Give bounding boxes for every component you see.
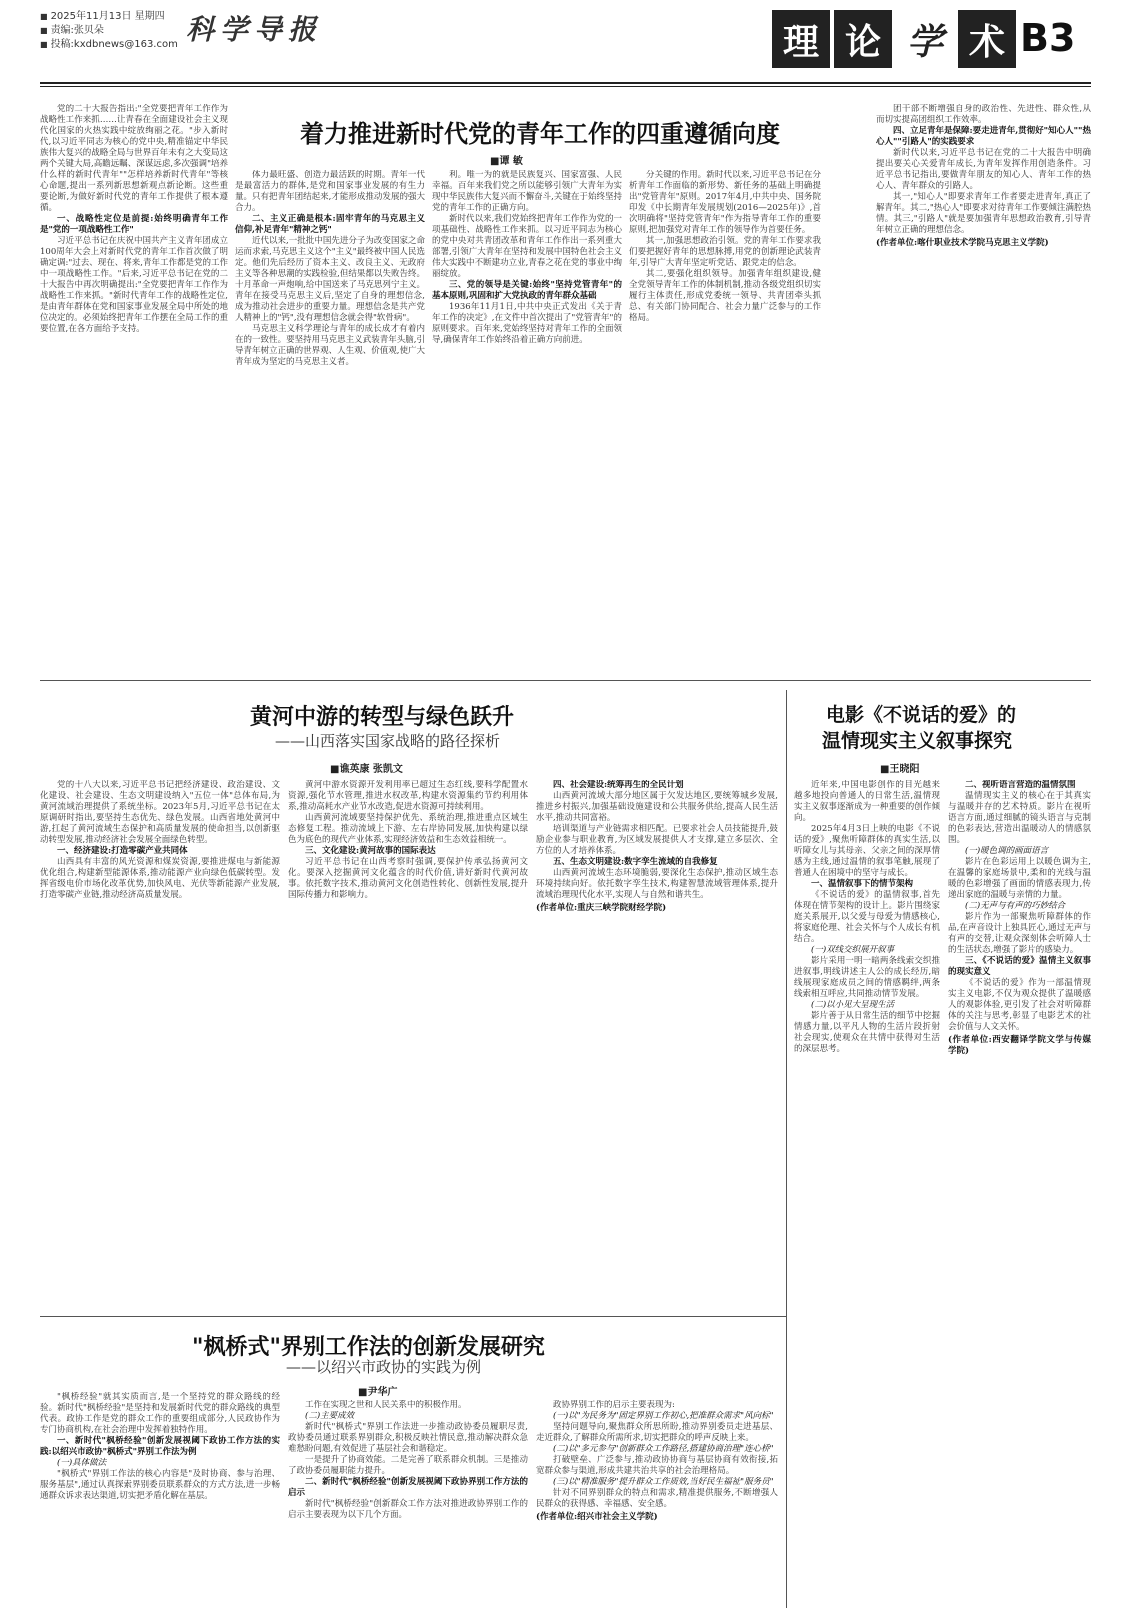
paragraph: 新时代"枫桥经验"创新群众工作方法对推进政协界别工作的启示主要表现为以下几个方面。 — [288, 1499, 528, 1520]
section-heading: 三、文化建设:黄河故事的国际表达 — [305, 846, 436, 856]
page-number: B3 — [1020, 16, 1076, 60]
paragraph: 山西黄河流域大部分地区属于欠发达地区,要统筹城乡发展,推进乡村振兴,加强基础设施建设和公共服务供给,提高人民生活水平,推动共同富裕。 — [536, 791, 778, 823]
author-affiliation: (作者单位:西安翻译学院文学与传媒学院) — [948, 1035, 1091, 1056]
section-heading: 四、立足青年是保障:要走进青年,贯彻好"知心人""热心人""引路人"的实践要求 — [876, 126, 1091, 147]
paragraph: 工作在实现之世和人民关系中的积极作用。 — [305, 1400, 467, 1410]
article-4-byline: ■ 尹华广 — [358, 1383, 397, 1398]
paragraph: 山西具有丰富的风光资源和煤炭资源,要推进煤电与新能源优化组合,构建新型能源体系,推动能源产业向绿色低碳转型。发挥省级电价市场化改革优势,加快风电、光伏等新能源产业发展,打造零碳产业链,推动经济高质量发展。 — [40, 857, 280, 900]
section-char-1: 理 — [772, 10, 830, 68]
paragraph: 政协界别工作的启示主要表现为: — [553, 1400, 675, 1410]
article-2-title: 黄河中游的转型与绿色跃升 — [250, 704, 515, 730]
submission-email: ■ 投稿:kxdbnews@163.com — [40, 38, 178, 52]
paragraph: 1936年11月1日,中共中央正式发出《关于青年工作的决定》,在文件中首次提出了"党管青年"的原则要求。百年来,党始终坚持对青年工作的全面领导,确保青年工作始终沿着正确方向前进。 — [432, 302, 622, 345]
author-affiliation: (作者单位:重庆三峡学院财经学院) — [536, 903, 667, 913]
section-divider — [40, 680, 1091, 681]
paragraph: "枫桥经验"就其实质而言,是一个坚持党的群众路线的经验。新时代"枫桥经验"是坚持和发展新时代党的群众路线的典型代表。政协工作是党的群众工作的重要组成部分,人民政协作为专门协商机构,在社会治理中发挥着独特作用。 — [40, 1392, 280, 1435]
masthead-rule — [40, 82, 1091, 84]
masthead-meta — [40, 10, 178, 52]
paragraph: 针对不同界别群众的特点和需求,精准提供服务,不断增强人民群众的获得感、幸福感、安全感。 — [536, 1488, 778, 1509]
paragraph: 分关键的作用。新时代以来,习近平总书记在分析青年工作面临的新形势、新任务的基础上明确提出"党管青年"原则。2017年4月,中共中央、国务院印发《中长期青年发展规划(2016—2025年)》,首次明确将"坚持党管青年"作为指导青年工作的重要原则,把加强党对青年工作的领导作为首要任务。 — [629, 170, 821, 235]
section-heading: 一、经济建设:打造零碳产业共同体 — [57, 846, 188, 856]
section-heading: (一)以"为民务为"固定界别工作初心,把准群众需求"风向标" — [553, 1411, 774, 1421]
paragraph: 其一,加强思想政治引领。党的青年工作要求我们要把握好青年的思想脉搏,用党的创新理论武装青年,引导广大青年坚定听党话、跟党走的信念。 — [629, 236, 821, 268]
section-heading: 一、温情叙事下的情节架构 — [811, 879, 914, 889]
article-2-col-1 — [40, 780, 280, 1308]
paragraph: 影片作为一部聚焦听障群体的作品,在声音设计上独具匠心,通过无声与有声的交替,让观众深刻体会听障人士的生活状态,增强了影片的感染力。 — [948, 912, 1091, 955]
section-heading: 一、战略性定位是前提:始终明确青年工作是"党的一项战略性工作" — [40, 214, 228, 235]
article-1-col-1 — [40, 104, 228, 664]
paragraph: 马克思主义科学理论与青年的成长成才有着内在的一致性。要坚持用马克思主义武装青年头脑,引导青年树立正确的世界观、人生观、价值观,使广大青年成为坚定的马克思主义者。 — [235, 324, 425, 367]
paragraph: 影片采用一明一暗两条线索交织推进叙事,明线讲述主人公的成长经历,暗线展现家庭成员之间的情感羁绊,两条线索相互呼应,共同推动情节发展。 — [794, 956, 940, 999]
paragraph: "枫桥式"界别工作法的核心内容是"及时协商、参与治理、服务基层",通过认真探索界别委员联系群众的方式方法,进一步畅通群众诉求表达渠道,切实把矛盾化解在基层。 — [40, 1469, 280, 1501]
article-1-col-5 — [876, 104, 1091, 672]
section-heading: (二)以"多元参与"创新群众工作路径,搭建协商治理"连心桥" — [553, 1444, 774, 1454]
paragraph: 坚持问题导向,聚焦群众所思所盼,推动界别委员走进基层、走近群众,了解群众所需所求,切实把群众的呼声反映上来。 — [536, 1422, 778, 1443]
paragraph: 温情现实主义的核心在于其真实与温暖并存的艺术特质。影片在视听语言方面,通过细腻的镜头语言与克制的色彩表达,营造出温暖动人的情感氛围。 — [948, 791, 1091, 845]
article-4-title: "枫桥式"界别工作法的创新发展研究 — [192, 1334, 545, 1360]
paragraph: 山西黄河流域生态环境脆弱,要深化生态保护,推动区域生态环境持续向好。依托数字孪生技术,构建智慧流域管理体系,提升流域治理现代化水平,实现人与自然和谐共生。 — [536, 868, 778, 900]
article-1-title: 着力推进新时代党的青年工作的四重遵循向度 — [300, 119, 780, 148]
section-heading: 二、主义正确是根本:固牢青年的马克思主义信仰,补足青年"精神之钙" — [235, 214, 425, 235]
paragraph: 利。唯一为的就是民族复兴、国家富强、人民幸福。百年来我们党之所以能够引领广大青年为实现中华民族伟大复兴而不懈奋斗,关键在于始终坚持党的青年工作的正确方向。 — [432, 170, 622, 213]
issue-date: ■ 2025年11月13日 星期四 — [40, 10, 178, 24]
column-rule — [786, 690, 787, 1608]
paragraph: 其二,要强化组织领导。加强青年组织建设,健全党领导青年工作的体制机制,推动各级党组织切实履行主体责任,形成党委统一领导、共青团牵头抓总、有关部门协同配合、社会力量广泛参与的工作格局。 — [629, 269, 821, 323]
section-heading: 三、《不说话的爱》温情主义叙事的现实意义 — [948, 956, 1091, 977]
paragraph: 影片在色彩运用上以暖色调为主,在温馨的家庭场景中,柔和的光线与温暖的色彩增强了画面的情感表现力,传递出家庭的温暖与亲情的力量。 — [948, 857, 1091, 900]
section-heading: (二)以小见大呈现生活 — [811, 1000, 895, 1010]
editor: ■ 责编:张贝朵 — [40, 24, 178, 38]
section-heading: (一)暖色调的画面语言 — [965, 846, 1049, 856]
article-2-col-2 — [288, 780, 528, 1308]
section-char-3: 学 — [896, 10, 954, 68]
section-heading: 三、党的领导是关键:始终"坚持党管青年"的基本原则,巩固和扩大党执政的青年群众基础 — [432, 280, 622, 301]
section-divider-lower — [40, 1316, 786, 1317]
paragraph: 一是提升了协商效能。二是完善了联系群众机制。三是推动了政协委员履职能力提升。 — [288, 1455, 528, 1476]
author-affiliation: (作者单位:绍兴市社会主义学院) — [536, 1512, 658, 1522]
paragraph: 新时代以来,习近平总书记在党的二十大报告中明确提出要关心关爱青年成长,为青年发挥作用创造条件。习近平总书记指出,要做青年朋友的知心人、青年工作的热心人、青年群众的引路人。 — [876, 148, 1091, 191]
paragraph: 习近平总书记在山西考察时强调,要保护传承弘扬黄河文化。要深入挖掘黄河文化蕴含的时代价值,讲好新时代黄河故事。依托数字技术,推动黄河文化创造性转化、创新性发展,提升国际传播力和影响力。 — [288, 857, 528, 900]
author-affiliation: (作者单位:喀什职业技术学院马克思主义学院) — [876, 238, 1049, 248]
section-heading: 二、新时代"枫桥经验"创新发展视阈下政协界别工作方法的启示 — [288, 1477, 528, 1498]
paragraph: 《不说话的爱》的温情叙事,首先体现在情节架构的设计上。影片围绕家庭关系展开,以父爱与母爱为情感核心,将家庭伦理、社会关怀与个人成长有机结合。 — [794, 890, 940, 944]
paragraph: 打破壁垒、广泛参与,推动政协协商与基层协商有效衔接,拓宽群众参与渠道,形成共建共治共享的社会治理格局。 — [536, 1455, 778, 1476]
article-3-title-line-2: 温情现实主义叙事探究 — [822, 730, 1013, 752]
paragraph: 新时代"枫桥式"界别工作法进一步推动政协委员履职尽责,政协委员通过联系界别群众,积极反映社情民意,推动解决群众急难愁盼问题,有效促进了基层社会和谐稳定。 — [288, 1422, 528, 1454]
article-3-col-1 — [794, 780, 940, 1550]
paragraph: 山西黄河流域要坚持保护优先、系统治理,推进重点区域生态修复工程。推动流域上下游、左右岸协同发展,加快构建以绿色为底色的现代产业体系,实现经济效益和生态效益相统一。 — [288, 813, 528, 845]
article-4-col-2 — [288, 1400, 528, 1592]
paragraph: 其一,"知心人"即要求青年工作者要走进青年,真正了解青年。其二,"热心人"即要求对待青年工作要倾注满腔热情。其三,"引路人"就是要加强青年思想政治教育,引导青年树立正确的理想信念。 — [876, 192, 1091, 235]
paragraph: 体力最旺盛、创造力最活跃的时期。青年一代是最富活力的群体,是党和国家事业发展的有生力量。只有把青年团结起来,才能形成推动发展的强大合力。 — [235, 170, 425, 213]
paragraph: 培训渠道与产业链需求相匹配。已要求社会人员技能提升,鼓励企业参与职业教育,为区域发展提供人才支撑,建立多层次、全方位的人才培养体系。 — [536, 824, 778, 856]
paragraph: 近代以来,一批批中国先进分子为改变国家之命运而求索,马克思主义这个"主义"最终被中国人民选定。他们先后经历了资本主义、改良主义、无政府主义等各种思潮的实践检验,但结果都以失败告终。十月革命一声炮响,给中国送来了马克思列宁主义。青年在接受马克思主义后,坚定了自身的理想信念,成为推动社会进步的重要力量。理想信念是共产党人精神上的"钙",没有理想信念就会得"软骨病"。 — [235, 236, 425, 323]
masthead-rule-thin — [40, 86, 1091, 87]
section-heading: (三)以"精准服务"提升群众工作质效,当好民生福祉"服务员" — [553, 1477, 774, 1487]
paragraph: 2025年4月3日上映的电影《不说话的爱》,聚焦听障群体的真实生活,以听障女儿与其母亲、父亲之间的深厚情感为主线,通过温情的叙事笔触,展现了普通人在困境中的坚守与成长。 — [794, 824, 940, 878]
section-char-4: 术 — [958, 10, 1016, 68]
paragraph: 《不说话的爱》作为一部温情现实主义电影,不仅为观众提供了温暖感人的观影体验,更引发了社会对听障群体的关注与思考,彰显了电影艺术的社会价值与人文关怀。 — [948, 978, 1091, 1032]
paragraph: 影片善于从日常生活的细节中挖掘情感力量,以平凡人物的生活片段折射社会现实,使观众在共情中获得对生活的深层思考。 — [794, 1011, 940, 1054]
article-3-col-2 — [948, 780, 1091, 1550]
paragraph: 习近平总书记在庆祝中国共产主义青年团成立100周年大会上对新时代党的青年工作首次做了明确定调:"过去、现在、将来,青年工作都是党的工作中一项战略性工作。"后来,习近平总书记在党的二十大报告中再次明确提出:"全党要把青年工作作为战略性工作来抓。"新时代青年工作的战略性定位,是由青年群体在党和国家事业发展全局中所处的地位决定的。必须始终把青年工作摆在全局工作的重要位置,在各方面给予支持。 — [40, 236, 228, 334]
article-4-col-3 — [536, 1400, 778, 1592]
article-2-byline: ■ 谯英康 张凯文 — [330, 760, 403, 775]
section-heading: (一)双线交织展开叙事 — [811, 945, 895, 955]
section-heading: (二)无声与有声的巧妙结合 — [965, 901, 1066, 911]
article-4-col-1 — [40, 1392, 280, 1592]
section-heading: 四、社会建设:统筹再生的全民计划 — [553, 780, 684, 790]
section-heading: (一)具体做法 — [57, 1458, 107, 1468]
section-heading: 二、视听语言营造的温情氛围 — [965, 780, 1076, 790]
paragraph: 黄河中游水资源开发利用率已超过生态红线,要科学配置水资源,强化节水管理,推进水权改革,构建水资源集约节约利用体系,推动高耗水产业节水改造,促进水资源可持续利用。 — [288, 780, 528, 812]
article-3-title: 电影《不说话的爱》的 — [826, 704, 1017, 726]
article-3-byline: ■ 王晓阳 — [880, 760, 919, 775]
section-heading: (二)主要成效 — [305, 1411, 355, 1421]
article-1-col-4 — [629, 170, 821, 670]
paragraph: 党的十八大以来,习近平总书记把经济建设、政治建设、文化建设、社会建设、生态文明建设纳入"五位一体"总体布局,为黄河流域治理提供了系统坐标。2023年5月,习近平总书记在太原调研时指出,要坚持生态优先、绿色发展。山西省地处黄河中游,扛起了黄河流域生态保护和高质量发展的使命担当,以创新驱动转型发展,推动经济社会发展全面绿色转型。 — [40, 780, 280, 845]
section-char-2: 论 — [834, 10, 892, 68]
article-4-subtitle: ——以绍兴市政协的实践为例 — [286, 1358, 482, 1376]
paragraph: 党的二十大报告指出:"全党要把青年工作作为战略性工作来抓……让青春在全面建设社会主义现代化国家的火热实践中绽放绚丽之花。"步入新时代,以习近平同志为核心的党中央,精准锚定中华民族伟大复兴的战略全局与世界百年未有之大变局这两个关键大局,高瞻远瞩、深谋远虑,多次强调"培养什么样的新时代青年""怎样培养新时代青年"等核心命题,提出一系列新思想新观点新论断。这些重要论断,为做好新时代党的青年工作提供了根本遵循。 — [40, 104, 228, 213]
paper-name: 科学导报 — [186, 13, 323, 46]
paragraph: 近年来,中国电影创作的目光越来越多地投向普通人的日常生活,温情现实主义叙事逐渐成为一种重要的创作倾向。 — [794, 780, 940, 823]
paragraph: 团干部不断增强自身的政治性、先进性、群众性,从而切实提高团组织工作效率。 — [876, 104, 1091, 125]
paragraph: 新时代以来,我们党始终把青年工作作为党的一项基础性、战略性工作来抓。以习近平同志为核心的党中央对共青团改革和青年工作作出一系列重大部署,引领广大青年在坚持和发展中国特色社会主义伟大实践中不断建功立业,青春之花在党的事业中绚丽绽放。 — [432, 214, 622, 279]
section-heading: 五、生态文明建设:数字孪生流域的自我修复 — [553, 857, 718, 867]
article-1-col-3 — [432, 170, 622, 670]
section-heading: 一、新时代"枫桥经验"创新发展视阈下政协工作方法的实践:以绍兴市政协"枫桥式"界别工作法为例 — [40, 1436, 280, 1457]
article-2-subtitle: ——山西落实国家战略的路径探析 — [275, 732, 501, 750]
article-2-col-3 — [536, 780, 778, 1308]
article-1-col-2 — [235, 170, 425, 670]
article-1-byline: ■ 谭 敏 — [490, 152, 523, 167]
